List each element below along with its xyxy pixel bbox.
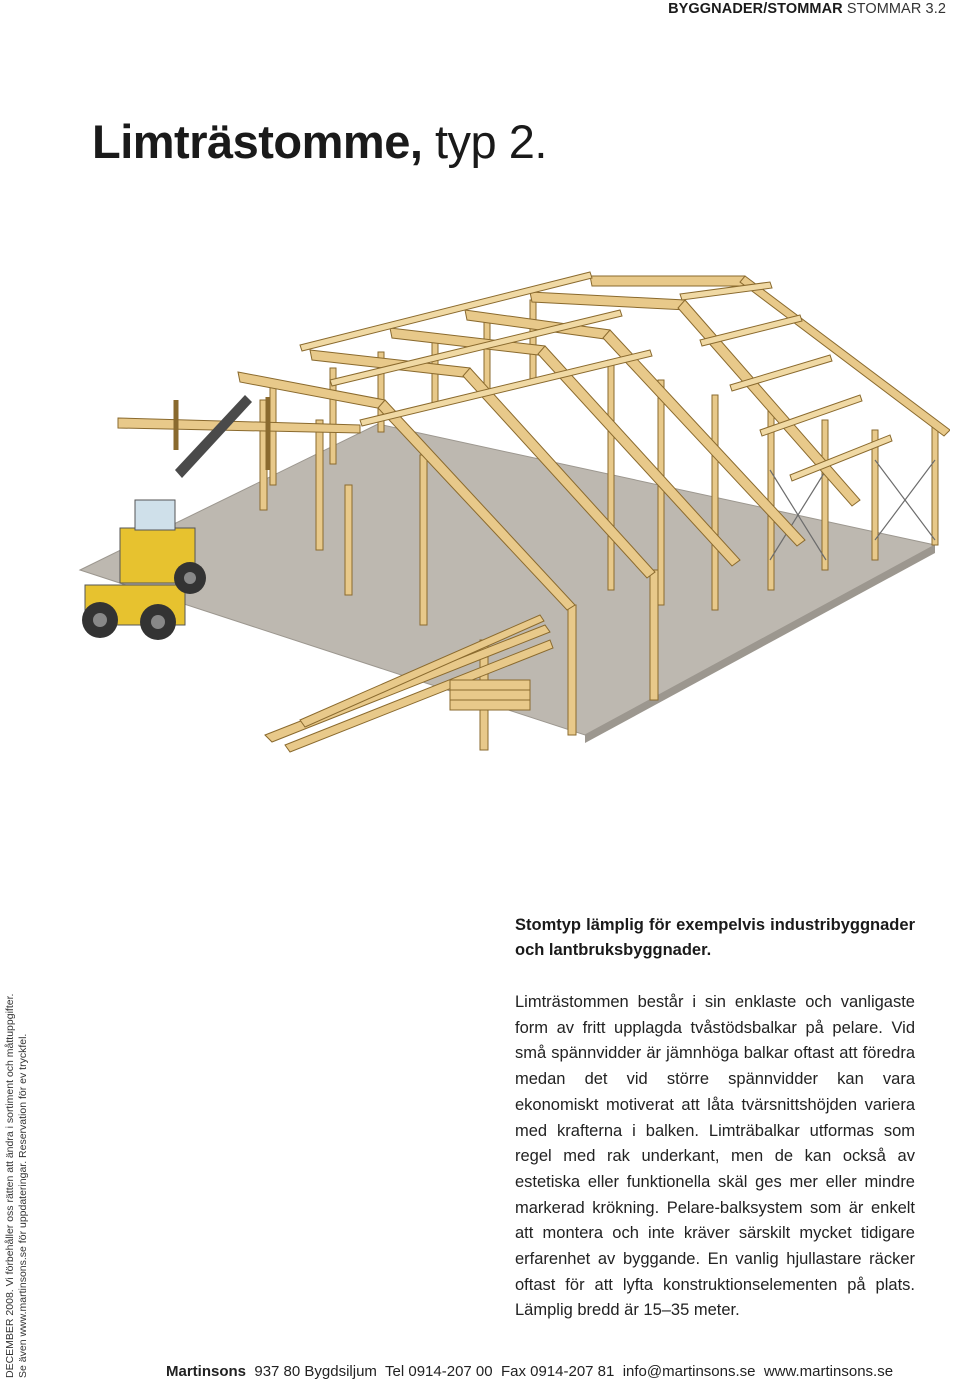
footer xyxy=(166,1363,893,1380)
subtitle: Stomtyp lämplig för exempelvis industribyggnader och lantbruksbyggnader. xyxy=(515,916,915,959)
lifted-beam xyxy=(118,418,360,433)
website-link[interactable]: www.martinsons.se xyxy=(763,1363,894,1380)
address: 937 80 Bygdsiljum xyxy=(254,1363,377,1380)
title-type: typ 2. xyxy=(434,115,547,168)
side-note-line-2: Se även www.martinsons.se för uppdateringar. Reservation för ev tryckfel. xyxy=(17,1033,29,1378)
glulam-frame-construction-illustration xyxy=(60,250,950,770)
side-note-line-1: DECEMBER 2008. Vi förbehåller oss rätten att ändra i sortiment och måttuppgifter. xyxy=(4,993,16,1378)
email-link[interactable]: info@martinsons.se xyxy=(622,1363,756,1380)
page-header xyxy=(668,1,946,17)
page-number: STOMMAR 3.2 xyxy=(846,1,946,17)
side-note xyxy=(4,994,30,1378)
page-title xyxy=(92,115,547,168)
fax: Fax 0914-207 81 xyxy=(500,1363,615,1380)
company-name: Martinsons xyxy=(166,1363,247,1380)
section-label: BYGGNADER/STOMMAR xyxy=(668,1,843,17)
telephone: Tel 0914-207 00 xyxy=(385,1363,493,1380)
title-main: Limträstomme, xyxy=(92,115,423,168)
body-text: Limträstommen består i sin enklaste och vanligaste form av fritt upplagda tvåstödsbalkar på pelare. Vid små spännvidder är jämnhöga balkar oftast att föredra medan det vid större spännvidder kan vara ekonomiskt motiverat att låta tvärsnittshöjden variera med krafterna i balken. Limträbalkar utformas som regel med rak underkant, men de kan också av estetiska eller funktionella skäl ges mer eller mindre markerad krökning. Pelare-balksystem som är enkelt att montera och inte kräver särskilt mycket tidigare erfarenhet av byggande. En vanlig hjullastare räcker oftast för att lyfta konstruktionselementen på plats. Lämplig bredd är 15–35 meter. xyxy=(515,993,915,1320)
